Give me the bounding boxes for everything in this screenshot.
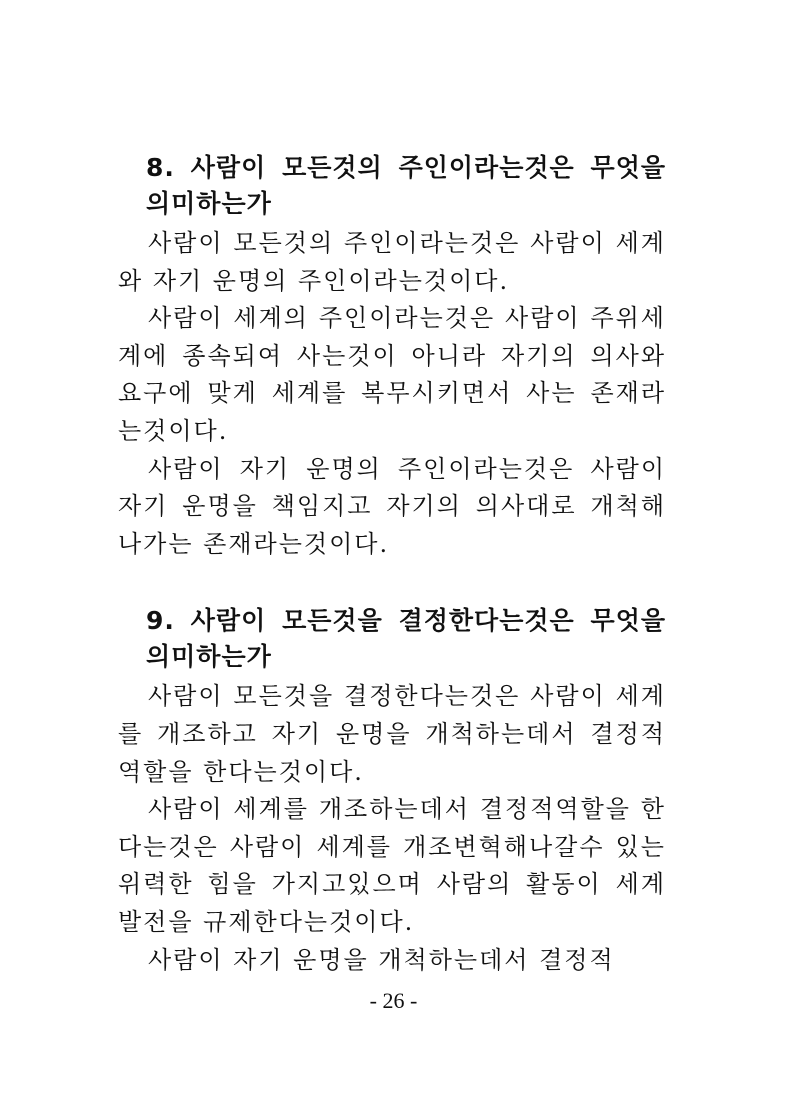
page-number: - 26 -	[369, 988, 418, 1013]
paragraph: 사람이 자기 운명의 주인이라는것은 사람이 자기 운명을 책임지고 자기의 의사대로 개척해 나가는 존재라는것이다.	[118, 454, 666, 558]
paragraph: 사람이 모든것을 결정한다는것은 사람이 세계를 개조하고 자기 운명을 개척하는데서 결정적역할을 한다는것이다.	[118, 682, 666, 786]
paragraph: 사람이 세계의 주인이라는것은 사람이 주위세계에 종속되여 사는것이 아니라 자기의 의사와 요구에 맞게 세계를 복무시키면서 사는 존재라는것이다.	[118, 304, 666, 445]
paragraph: 사람이 자기 운명을 개척하는데서 결정적	[148, 945, 615, 974]
section-9	[118, 603, 666, 979]
section-8	[118, 150, 666, 563]
page-body	[118, 150, 666, 979]
paragraph: 사람이 모든것의 주인이라는것은 사람이 세계와 자기 운명의 주인이라는것이다.	[118, 229, 666, 295]
paragraph: 사람이 세계를 개조하는데서 결정적역할을 한다는것은 사람이 세계를 개조변혁해나갈수 있는 위력한 힘을 가지고있으며 사람의 활동이 세계발전을 규제한다는것이다.	[118, 795, 666, 936]
heading-text: 9. 사람이 모든것을 결정한다는것은 무엇을 의미하는가	[146, 606, 666, 672]
section-heading	[118, 150, 666, 222]
section-spacer	[118, 563, 666, 603]
heading-text: 8. 사람이 모든것의 주인이라는것은 무엇을 의미하는가	[146, 153, 666, 218]
section-heading	[118, 603, 666, 675]
